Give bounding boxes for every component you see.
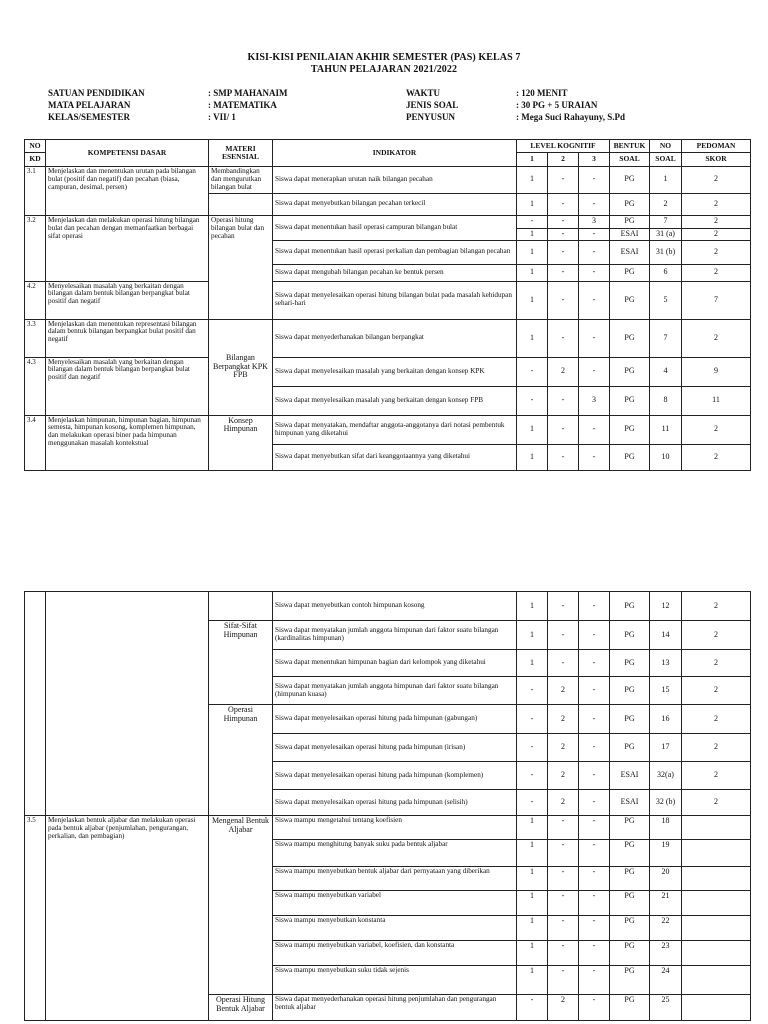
bentuk-cell: PG <box>610 215 650 228</box>
level-1-cell: 1 <box>517 650 548 677</box>
bentuk-cell: PG <box>610 167 650 194</box>
no-soal-cell: 4 <box>650 357 682 386</box>
level-1-cell: 1 <box>517 891 548 916</box>
header-pedoman: PEDOMAN <box>682 140 751 153</box>
indikator-cell: Siswa dapat menyelesaikan operasi hitung pada himpunan (irisan) <box>273 734 517 762</box>
level-2-cell: - <box>548 264 579 281</box>
skor-cell <box>682 916 751 941</box>
skor-cell <box>682 966 751 995</box>
kd-cell: 3.4 <box>25 415 46 470</box>
header-level: LEVEL KOGNITIF <box>517 140 610 153</box>
no-soal-cell: 20 <box>650 867 682 891</box>
indikator-cell: Siswa dapat menyelesaikan operasi hitung bilangan bulat pada masalah kehidupan sehari-hari <box>273 281 517 319</box>
no-soal-cell: 15 <box>650 677 682 705</box>
materi-cell: Operasi Hitung Bentuk Aljabar <box>209 995 273 1021</box>
level-3-cell: - <box>579 995 610 1021</box>
level-2-cell: - <box>548 444 579 470</box>
bentuk-cell: PG <box>610 891 650 916</box>
skor-cell <box>682 891 751 916</box>
level-2-cell: 2 <box>548 995 579 1021</box>
info-label: JENIS SOAL <box>406 100 459 110</box>
no-soal-cell: 16 <box>650 705 682 734</box>
level-3-cell: - <box>579 592 610 621</box>
no-soal-cell: 7 <box>650 215 682 228</box>
indikator-cell: Siswa dapat menyelesaikan masalah yang berkaitan dengan konsep KPK <box>273 357 517 386</box>
bentuk-cell: PG <box>610 415 650 444</box>
indikator-cell: Siswa dapat menentukan himpunan bagian dari kelompok yang diketahui <box>273 650 517 677</box>
indikator-cell: Siswa dapat menentukan hasil operasi campuran bilangan bulat <box>273 215 517 240</box>
table-row <box>25 281 751 319</box>
info-value: : MATEMATIKA <box>208 100 277 110</box>
kd-cell: 3.1 <box>25 167 46 216</box>
level-3-cell: - <box>579 193 610 215</box>
level-3-cell: - <box>579 415 610 444</box>
level-3-cell: 3 <box>579 386 610 415</box>
table-row <box>25 357 751 386</box>
no-soal-cell: 14 <box>650 621 682 650</box>
level-3-cell: - <box>579 444 610 470</box>
info-label: KELAS/SEMESTER <box>48 112 131 122</box>
kompetensi-cell <box>46 592 209 816</box>
level-1-cell: 1 <box>517 264 548 281</box>
indikator-cell: Siswa mampu menyebutkan variabel, koefisien, dan konstanta <box>273 941 517 966</box>
level-2-cell: - <box>548 415 579 444</box>
level-3-cell: - <box>579 228 610 240</box>
no-soal-cell: 31 (b) <box>650 240 682 264</box>
level-3-cell: - <box>579 621 610 650</box>
bentuk-cell: PG <box>610 357 650 386</box>
skor-cell: 2 <box>682 215 751 228</box>
bentuk-cell: PG <box>610 941 650 966</box>
kompetensi-cell: Menjelaskan dan melakukan operasi hitung bilangan bulat dan pecahan dengan memanfaatkan berbagai sifat operasi <box>46 215 209 281</box>
indikator-cell: Siswa dapat menyelesaikan operasi hitung pada himpunan (selisih) <box>273 790 517 816</box>
kompetensi-cell: Menyelesaikan masalah yang berkaitan dengan bilangan dalam bentuk bilangan berpangkat bulat positif dan negatif <box>46 281 209 319</box>
indikator-cell: Siswa dapat menyelesaikan operasi hitung pada himpunan (komplemen) <box>273 762 517 790</box>
table-row <box>25 215 751 228</box>
level-3-cell: - <box>579 705 610 734</box>
bentuk-cell: PG <box>610 916 650 941</box>
bentuk-cell: PG <box>610 193 650 215</box>
kd-cell: 4.3 <box>25 357 46 415</box>
header-level-1: 1 <box>517 153 548 167</box>
materi-cell <box>209 193 273 215</box>
bentuk-cell: ESAI <box>610 240 650 264</box>
header-kd: KD <box>25 153 46 167</box>
kompetensi-cell: Menjelaskan himpunan, himpunan bagian, himpunan semesta, himpunan kosong, komplemen himpunan, dan melakukan operasi biner pada himpunan menggunakan masalah kontekstual <box>46 415 209 470</box>
level-3-cell: - <box>579 167 610 194</box>
level-1-cell: 1 <box>517 415 548 444</box>
no-soal-cell: 24 <box>650 966 682 995</box>
level-1-cell: 1 <box>517 966 548 995</box>
level-2-cell: - <box>548 319 579 357</box>
level-2-cell: - <box>548 621 579 650</box>
no-soal-cell: 7 <box>650 319 682 357</box>
kompetensi-cell: Menjelaskan bentuk aljabar dan melakukan operasi pada bentuk aljabar (penjumlahan, pengurangan, perkalian, dan pembagian) <box>46 816 209 1021</box>
no-soal-cell: 19 <box>650 840 682 867</box>
level-1-cell: 1 <box>517 840 548 867</box>
header-level-3: 3 <box>579 153 610 167</box>
level-1-cell: - <box>517 215 548 228</box>
level-2-cell: - <box>548 167 579 194</box>
level-3-cell: - <box>579 319 610 357</box>
header-soal: SOAL <box>650 153 682 167</box>
header-soal: SOAL <box>610 153 650 167</box>
kompetensi-cell: Menyelesaikan masalah yang berkaitan dengan bilangan dalam bentuk bilangan berpangkat bulat positif dan negatif <box>46 357 209 415</box>
no-soal-cell: 18 <box>650 816 682 840</box>
level-1-cell: 1 <box>517 621 548 650</box>
indikator-cell: Siswa mampu menghitung banyak suku pada bentuk aljabar <box>273 840 517 867</box>
header-bentuk: BENTUK <box>610 140 650 153</box>
materi-cell: Operasi Himpunan <box>209 705 273 816</box>
level-2-cell: - <box>548 816 579 840</box>
level-3-cell: - <box>579 790 610 816</box>
bentuk-cell: ESAI <box>610 762 650 790</box>
level-1-cell: 1 <box>517 816 548 840</box>
skor-cell: 2 <box>682 228 751 240</box>
no-soal-cell: 32(a) <box>650 762 682 790</box>
indikator-cell: Siswa dapat menentukan hasil operasi perkalian dan pembagian bilangan pecahan <box>273 240 517 264</box>
no-soal-cell: 10 <box>650 444 682 470</box>
document-subtitle: TAHUN PELAJARAN 2021/2022 <box>310 64 458 75</box>
no-soal-cell: 11 <box>650 415 682 444</box>
level-3-cell: - <box>579 966 610 995</box>
level-2-cell: - <box>548 215 579 228</box>
bentuk-cell: PG <box>610 867 650 891</box>
indikator-cell: Siswa dapat menyederhanakan bilangan berpangkat <box>273 319 517 357</box>
level-3-cell: - <box>579 867 610 891</box>
indikator-cell: Siswa dapat menerapkan urutan naik bilangan pecahan <box>273 167 517 194</box>
header-indikator: INDIKATOR <box>273 140 517 167</box>
level-2-cell: - <box>548 867 579 891</box>
level-3-cell: - <box>579 264 610 281</box>
level-2-cell: - <box>548 650 579 677</box>
level-3-cell: - <box>579 840 610 867</box>
indikator-cell: Siswa mampu menyebutkan variabel <box>273 891 517 916</box>
level-2-cell: - <box>548 386 579 415</box>
skor-cell <box>682 995 751 1021</box>
no-soal-cell: 21 <box>650 891 682 916</box>
info-value: : 120 MENIT <box>516 88 568 98</box>
level-1-cell: 1 <box>517 916 548 941</box>
materi-cell: Sifat-Sifat Himpunan <box>209 621 273 705</box>
info-row <box>48 112 748 124</box>
bentuk-cell: PG <box>610 705 650 734</box>
materi-cell: Bilangan Berpangkat KPK FPB <box>209 319 273 415</box>
indikator-cell: Siswa dapat menyatakan, mendaftar anggota-anggotanya dari notasi pembentuk himpunan yang diketahui <box>273 415 517 444</box>
indikator-cell: Siswa mampu mengetahui tentang koefisien <box>273 816 517 840</box>
level-3-cell: - <box>579 240 610 264</box>
indikator-cell: Siswa dapat menyebutkan sifat dari keanggotaannya yang diketahui <box>273 444 517 470</box>
skor-cell: 2 <box>682 319 751 357</box>
skor-cell <box>682 941 751 966</box>
level-1-cell: 1 <box>517 444 548 470</box>
skor-cell: 7 <box>682 281 751 319</box>
header-no-soal: NO <box>650 140 682 153</box>
level-2-cell: - <box>548 891 579 916</box>
skor-cell: 2 <box>682 193 751 215</box>
info-value: : SMP MAHANAIM <box>208 88 288 98</box>
info-value: : Mega Suci Rahayuny, S.Pd <box>516 112 626 122</box>
level-1-cell: 1 <box>517 281 548 319</box>
bentuk-cell: PG <box>610 677 650 705</box>
info-label: MATA PELAJARAN <box>48 100 131 110</box>
indikator-cell: Siswa dapat menyatakan jumlah anggota himpunan dari faktor suatu bilangan (kardinalitas himpunan) <box>273 621 517 650</box>
info-value: : 30 PG + 5 URAIAN <box>516 100 598 110</box>
kd-cell: 4.2 <box>25 281 46 319</box>
header-no: NO <box>25 140 46 153</box>
level-3-cell: - <box>579 357 610 386</box>
level-2-cell: - <box>548 193 579 215</box>
level-1-cell: 1 <box>517 867 548 891</box>
no-soal-cell: 22 <box>650 916 682 941</box>
level-1-cell: 1 <box>517 228 548 240</box>
info-label: WAKTU <box>406 88 441 98</box>
level-2-cell: - <box>548 281 579 319</box>
indikator-cell: Siswa dapat mengubah bilangan pecahan ke bentuk persen <box>273 264 517 281</box>
indikator-cell: Siswa dapat menyebutkan contoh himpunan kosong <box>273 592 517 621</box>
level-1-cell: 1 <box>517 240 548 264</box>
no-soal-cell: 6 <box>650 264 682 281</box>
level-1-cell: 1 <box>517 319 548 357</box>
indikator-cell: Siswa dapat menyelesaikan masalah yang berkaitan dengan konsep FPB <box>273 386 517 415</box>
level-3-cell: - <box>579 281 610 319</box>
level-2-cell: 2 <box>548 790 579 816</box>
level-2-cell: 2 <box>548 705 579 734</box>
kd-cell: 3.5 <box>25 816 46 1021</box>
level-3-cell: 3 <box>579 215 610 228</box>
level-2-cell: - <box>548 592 579 621</box>
indikator-cell: Siswa mampu menyebutkan suku tidak sejenis <box>273 966 517 995</box>
level-1-cell: - <box>517 790 548 816</box>
level-2-cell: 2 <box>548 762 579 790</box>
level-3-cell: - <box>579 891 610 916</box>
level-2-cell: - <box>548 941 579 966</box>
kompetensi-cell: Menjelaskan dan menentukan urutan pada bilangan bulat (positif dan negatif) dan pecahan (biasa, campuran, desimal, persen) <box>46 167 209 216</box>
materi-cell: Membandingkan dan mengurutkan bilangan bulat <box>209 167 273 194</box>
indikator-cell: Siswa dapat menyelesaikan operasi hitung pada himpunan (gabungan) <box>273 705 517 734</box>
level-1-cell: - <box>517 734 548 762</box>
level-3-cell: - <box>579 677 610 705</box>
skor-cell: 9 <box>682 357 751 386</box>
bentuk-cell: PG <box>610 734 650 762</box>
level-2-cell: 2 <box>548 357 579 386</box>
no-soal-cell: 12 <box>650 592 682 621</box>
kd-cell <box>25 592 46 816</box>
skor-cell: 2 <box>682 415 751 444</box>
level-3-cell: - <box>579 734 610 762</box>
skor-cell: 2 <box>682 621 751 650</box>
info-label: PENYUSUN <box>406 112 456 122</box>
level-1-cell: 1 <box>517 941 548 966</box>
skor-cell <box>682 840 751 867</box>
level-1-cell: 1 <box>517 167 548 194</box>
skor-cell: 2 <box>682 650 751 677</box>
skor-cell: 2 <box>682 790 751 816</box>
kd-cell: 3.2 <box>25 215 46 281</box>
level-2-cell: - <box>548 228 579 240</box>
skor-cell: 2 <box>682 167 751 194</box>
level-3-cell: - <box>579 816 610 840</box>
level-3-cell: - <box>579 650 610 677</box>
bentuk-cell: PG <box>610 995 650 1021</box>
skor-cell: 2 <box>682 444 751 470</box>
skor-cell: 2 <box>682 762 751 790</box>
table-row <box>25 319 751 357</box>
kd-cell: 3.3 <box>25 319 46 357</box>
grid-table-page1 <box>24 139 751 471</box>
level-2-cell: - <box>548 240 579 264</box>
level-3-cell: - <box>579 941 610 966</box>
level-2-cell: - <box>548 916 579 941</box>
indikator-cell: Siswa mampu menyebutkan konstanta <box>273 916 517 941</box>
no-soal-cell: 23 <box>650 941 682 966</box>
level-1-cell: 1 <box>517 592 548 621</box>
skor-cell: 2 <box>682 264 751 281</box>
no-soal-cell: 32 (b) <box>650 790 682 816</box>
info-label: SATUAN PENDIDIKAN <box>48 88 145 98</box>
level-3-cell: - <box>579 762 610 790</box>
bentuk-cell: PG <box>610 281 650 319</box>
level-1-cell: - <box>517 705 548 734</box>
skor-cell: 2 <box>682 734 751 762</box>
indikator-cell: Siswa dapat menyatakan jumlah anggota himpunan dari faktor suatu bilangan (himpunan kuasa) <box>273 677 517 705</box>
info-value: : VII/ 1 <box>208 112 236 122</box>
bentuk-cell: PG <box>610 966 650 995</box>
bentuk-cell: PG <box>610 264 650 281</box>
document-title: KISI-KISI PENILAIAN AKHIR SEMESTER (PAS) KELAS 7 <box>247 52 521 63</box>
skor-cell: 2 <box>682 677 751 705</box>
level-1-cell: 1 <box>517 193 548 215</box>
header-level-2: 2 <box>548 153 579 167</box>
table-row <box>25 167 751 194</box>
level-3-cell: - <box>579 916 610 941</box>
header-kompetensi: KOMPETENSI DASAR <box>46 140 209 167</box>
no-soal-cell: 5 <box>650 281 682 319</box>
skor-cell: 11 <box>682 386 751 415</box>
no-soal-cell: 8 <box>650 386 682 415</box>
no-soal-cell: 25 <box>650 995 682 1021</box>
table-row <box>25 816 751 840</box>
level-2-cell: - <box>548 840 579 867</box>
skor-cell <box>682 816 751 840</box>
bentuk-cell: PG <box>610 319 650 357</box>
no-soal-cell: 31 (a) <box>650 228 682 240</box>
bentuk-cell: PG <box>610 840 650 867</box>
bentuk-cell: PG <box>610 621 650 650</box>
grid-table-page2 <box>24 591 751 1021</box>
level-2-cell: - <box>548 966 579 995</box>
bentuk-cell: PG <box>610 444 650 470</box>
indikator-cell: Siswa dapat menyederhanakan operasi hitung penjumlahan dan pengurangan bentuk aljabar <box>273 995 517 1021</box>
materi-cell: Operasi hitung bilangan bulat dan pecahan <box>209 215 273 319</box>
bentuk-cell: PG <box>610 816 650 840</box>
bentuk-cell: PG <box>610 592 650 621</box>
table-row <box>25 415 751 444</box>
level-2-cell: 2 <box>548 677 579 705</box>
info-row <box>48 100 748 112</box>
header-skor: SKOR <box>682 153 751 167</box>
level-1-cell: - <box>517 357 548 386</box>
level-2-cell: 2 <box>548 734 579 762</box>
info-block <box>48 88 748 124</box>
skor-cell: 2 <box>682 240 751 264</box>
no-soal-cell: 2 <box>650 193 682 215</box>
info-row <box>48 88 748 100</box>
table-row <box>25 592 751 621</box>
skor-cell <box>682 867 751 891</box>
indikator-cell: Siswa mampu menyebutkan bentuk aljabar dari pernyataan yang diberikan <box>273 867 517 891</box>
materi-cell: Konsep Himpunan <box>209 415 273 470</box>
materi-cell <box>209 592 273 621</box>
skor-cell: 2 <box>682 705 751 734</box>
bentuk-cell: ESAI <box>610 790 650 816</box>
no-soal-cell: 1 <box>650 167 682 194</box>
level-1-cell: - <box>517 677 548 705</box>
kompetensi-cell: Menjelaskan dan menentukan representasi bilangan dalam bentuk bilangan berpangkat bulat positif dan negatif <box>46 319 209 357</box>
no-soal-cell: 13 <box>650 650 682 677</box>
bentuk-cell: ESAI <box>610 228 650 240</box>
bentuk-cell: PG <box>610 650 650 677</box>
skor-cell: 2 <box>682 592 751 621</box>
header-materi: MATERI ESENSIAL <box>209 140 273 167</box>
level-1-cell: - <box>517 995 548 1021</box>
level-1-cell: - <box>517 386 548 415</box>
bentuk-cell: PG <box>610 386 650 415</box>
indikator-cell: Siswa dapat menyebutkan bilangan pecahan terkecil <box>273 193 517 215</box>
materi-cell: Mengenal Bentuk Aljabar <box>209 816 273 995</box>
level-1-cell: - <box>517 762 548 790</box>
no-soal-cell: 17 <box>650 734 682 762</box>
